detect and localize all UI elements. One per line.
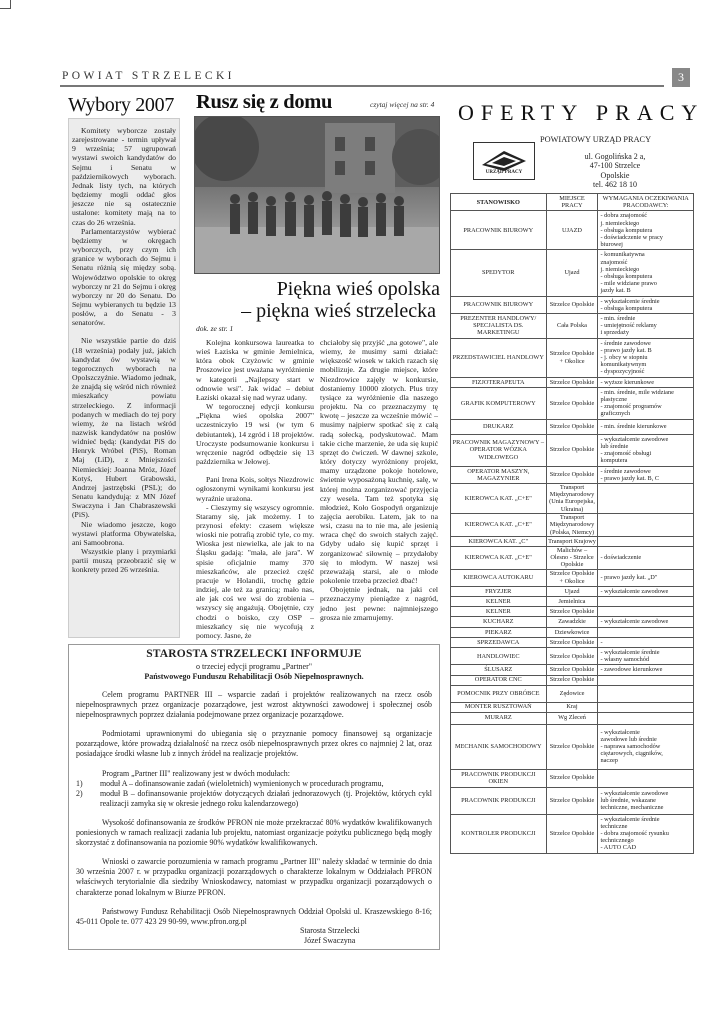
crop-mark-horizontal — [0, 8, 10, 9]
cell-location: Dziewkowice — [546, 627, 598, 637]
cell-position: KELNER — [451, 606, 547, 616]
starosta-title: STAROSTA STRZELECKI INFORMUJE — [146, 648, 362, 660]
wybory-paragraph: Wszystkie plany i przymiarki partii muszą przeobrazić się w konkrety przed 26 września. — [72, 547, 176, 575]
cell-position: KIEROWCA KAT. „C+E" — [451, 513, 547, 536]
cell-position: MONTER RUSZTOWAŃ — [451, 702, 547, 712]
piekna-paragraph: Kolejna konkursowa laureatka to wieś Łaziska w gminie Jemielnica, która obok Czyżowic w gminie Proszowice jest uważana wyróżnienie w kategorii „Najlepszy start w odnowie wsi". Jak widać – debiut Łaziski okazał się nad wyraz udany. — [196, 338, 314, 402]
table-row — [451, 769, 694, 787]
wybory-text — [72, 126, 176, 575]
table-row — [451, 338, 694, 377]
header-rule — [60, 85, 664, 87]
piekna-column-2 — [320, 338, 438, 622]
table-row — [451, 419, 694, 434]
cell-position: PRACOWNIK PRODUKCJI OKIEN — [451, 769, 547, 787]
cell-location: Malichów – Olesno - Strzelce Opolskie — [546, 546, 598, 569]
starosta-paragraph: Celem programu PARTNER III – wsparcie zadań i projektów realizowanych na rzecz osób niepełnosprawnych przez organizacje pozarządowe, jest wzrost aktywności zawodowej i społecznej osób niepełnosprawnych poprzez działania podejmowane przez organizacje pozarządowe. — [76, 690, 432, 720]
table-row — [451, 296, 694, 313]
page-number: 3 — [672, 68, 690, 87]
table-row — [451, 616, 694, 627]
cell-position: OPERATOR MASZYN, MAGAZYNIER — [451, 466, 547, 483]
cell-location: Strzelce Opolskie — [546, 675, 598, 685]
table-row — [451, 314, 694, 339]
logo-caption: URZĄD PRACY — [485, 170, 523, 175]
cell-requirements: - prawo jazdy kat. „D" — [598, 569, 694, 586]
cell-position: PRACOWNIK BIUROWY — [451, 211, 547, 250]
wybory-paragraph: Nie wiadomo jeszcze, kogo wystawi platforma Obywatelska, ani Samoobrona. — [72, 519, 176, 547]
table-row — [451, 211, 694, 250]
cell-requirements: - wykształcenie zawodowe lub średnie - naprawa samochodów ciężarowych, ciągników, naczep — [598, 724, 694, 769]
cell-location: Ujazd — [546, 250, 598, 296]
starosta-paragraph: Wnioski o zawarcie porozumienia w ramach programu „Partner III" należy składać w terminie do dnia 30 września 2007 r. w przypadku organizacji pozarządowych o charakterze lokalnym w Oddziałach PFRON właściwych terytorialnie dla siedziby Wnioskodawcy, natomiast w przypadku organizacji pozarządowych o charakterze ponad lokalnym w Biurze PFRON. — [76, 857, 432, 897]
cell-location: Strzelce Opolskie — [546, 769, 598, 787]
cell-position: PRZEDSTAWICIEL HANDLOWY — [451, 338, 547, 377]
cell-location: Transport Krajowy — [546, 536, 598, 546]
cell-requirements: - min. średnie kierunkowe — [598, 419, 694, 434]
cell-position: MURARZ — [451, 712, 547, 724]
cell-location: Strzelce Opolskie + Okolice — [546, 338, 598, 377]
table-row — [451, 675, 694, 685]
cell-location: Strzelce Opolskie — [546, 419, 598, 434]
table-row — [451, 513, 694, 536]
cell-location: Strzelce Opolskie + Okolice — [546, 569, 598, 586]
table-row — [451, 637, 694, 647]
cell-location: Strzelce Opolskie — [546, 296, 598, 313]
cell-location: Wg Zleceń — [546, 712, 598, 724]
cell-requirements — [598, 685, 694, 702]
office-address: ul. Gogolińska 2 a, 47-100 Strzelce Opolskie tel. 462 18 10 — [584, 152, 646, 189]
piekna-title-line1: Piękna wieś opolska — [276, 278, 440, 300]
table-row — [451, 724, 694, 769]
cell-position: GRAFIK KOMPUTEROWY — [451, 387, 547, 419]
table-row — [451, 377, 694, 387]
piekna-paragraph: Pani Irena Kois, sołtys Niezdrowic ogłoszonymi wynikami konkursu jest wyraźnie urażona. — [196, 475, 314, 503]
cell-position: POMOCNIK PRZY OBRÓBCE — [451, 685, 547, 702]
table-row — [451, 787, 694, 814]
table-row — [451, 569, 694, 586]
wybory-paragraph: Nie wszystkie partie do dziś (18 września) podały już, jakich kandydat ów wystawią w tegorocznych wyborach na Opolszczyźnie. Wiadomo jednak, że znajdą się wśród nich również mieszkańcy powiatu strzeleckiego. Z informacji podanych w mediach do tej pory wiemy, że na listach wśród nazwisk kandydatów na posłów widnieć będą: (kandydat PiS do Henryk Wróbel (PiS), Roman Maj (LiD), z Mniejszości Niemieckiej: Joanna Mróz, Józef Kotyś, Hubert Grabowski, Andrzej jastrzębski (PSL); do Senatu kandydują: z MN Józef Swaczyna i Jan Chabraszewski (PiS). — [72, 336, 176, 520]
table-row — [451, 665, 694, 675]
cell-position: KELNER — [451, 596, 547, 606]
cell-location: Strzelce Opolskie — [546, 434, 598, 466]
cell-requirements: - wykształcenie zawodowe — [598, 616, 694, 627]
cell-position: PREZENTER HANDLOWY/ SPECJALISTA DS. MARKETINGU — [451, 314, 547, 339]
cell-position: KIEROWCA KAT. „C+E" — [451, 546, 547, 569]
piekna-paragraph: Obojętnie jednak, na jaki cel przeznaczymy pieniądze z nagród, jedno jest pewne: najmniejszego grosza nie zmarnujemy. — [320, 585, 438, 622]
cell-location: Strzelce Opolskie — [546, 387, 598, 419]
job-offers-body — [451, 211, 694, 853]
wybory-paragraph: Parlamentarzystów wybierać będziemy w okręgach wyborczych, przy czym ich granice w wyborach do Sejmu i Senatu różnią się między sobą. Województwo opolskie to okręg wyborczy nr 21 do Sejmu i okręg wyborczy nr 20 do Senatu. Do Sejmu wybieranych tu będzie 13 posłów, a do Senatu - 3 senatorów. — [72, 226, 176, 328]
piekna-paragraph: chciałoby się przyjść „na gotowe", ale wiemy, że musimy sami działać: większość wiosek w takich razach się mobilizuje. Za drugie miejsce, które Niezdrowice zajęły w konkursie, dostaniemy 10000 złotych. Plus trzy tysiące za wyróżnienie dla naszego projektu. Na co przeznaczymy tę kwotę – jeszcze za wcześnie mówić – musimy najpierw spotkać się z całą radą sołecką, podyskutować. Mam takie ciche marzenie, że uda się kupić sprzęt do ćwiczeń. W dawnej szkole, który dotyczy wyróżniony projekt, mamy urządzone pokoje hotelowe, świetnie wyposażoną kuchnię, salę, w której można zorganizować przyjęcia czy wesela. Tam też spotyka się młodzież, Koło Gospodyń organizuje zajęcia aerobiku. Latem, jak to na wsi, czasu na to nie ma, ale jesienią wraca chęć do swoich stałych zajęć. Gdyby udało się kupić sprzęt i zorganizować siłownię – przydałoby się to młodym. W naszej wsi przeważają starsi, ale o młode pokolenie trzeba przecież dbać! — [320, 338, 438, 586]
table-row — [451, 685, 694, 702]
table-row — [451, 606, 694, 616]
starosta-paragraph: Wysokość dofinansowania ze środków PFRON nie może przekraczać 80% wydatków kwalifikowanych poniesionych w ramach realizacji zadania lub projektu, natomiast organizacje pożytku publicznego będą mogły skorzystać z dofinansowania na poziomie 90% wydatków kwalifikowanych. — [76, 817, 432, 848]
cell-location: Strzelce Opolskie — [546, 665, 598, 675]
cell-position: PRACOWNIK MAGAZYNOWY – OPERATOR WÓZKA WIDŁOWEGO — [451, 434, 547, 466]
cell-requirements: - wyższe kierunkowe — [598, 377, 694, 387]
column-header-requirements: WYMAGANIA OCZEKIWANIA PRACODAWCY: — [598, 194, 694, 211]
cell-location: Jemielnica — [546, 596, 598, 606]
cell-location: Strzelce Opolskie — [546, 647, 598, 664]
cell-position: DRUKARZ — [451, 419, 547, 434]
starosta-signature: Starosta Strzelecki Józef Swaczyna — [300, 926, 360, 945]
piekna-paragraph: W tegorocznej edycji konkursu „Piękna wieś opolska 2007" uczestniczyło 19 wsi (w tym 6 debiutantek), 14 zgród i 18 projektów. Uroczyste podsumowanie konkursu i wręczenie nagród odbędzie się 13 października w Jełowej. — [196, 402, 314, 467]
module-item: 2) moduł B – dofinansowanie projektów dotyczących działań jednorazowych (tj. Projektów, których cykl realizacji zamyka się w okresie jednego roku kalendarzowego) — [76, 788, 432, 808]
cell-location: Strzelce Opolskie — [546, 606, 598, 616]
rusz-title: Rusz się z domu — [196, 91, 333, 113]
wybory-paragraph: Komitety wyborcze zostały zarejestrowane - termin upływał 9 września; 57 ugrupowań wystawi swoich kandydatów do Sejmu i Senatu w październikowych wyborach. Jednak listy tych, na których będziemy mogli oddać głos jeszcze nie są ostatecznie ustalone: komitety mają na to czas do 26 września. — [72, 126, 176, 227]
cell-requirements: - komunikatywna znajomość j. niemieckiego - obsługa komputera - mile widziane prawo jazdy kat. B — [598, 250, 694, 296]
cell-location: Transport Międzynarodowy (Unia Europejska, Ukraina) — [546, 483, 598, 513]
cell-location: Transport Międzynarodowy (Polska, Niemcy) — [546, 513, 598, 536]
table-row — [451, 627, 694, 637]
cell-requirements — [598, 483, 694, 513]
cell-requirements: - średnie zawodowe - prawo jazdy kat. B, C — [598, 466, 694, 483]
cell-position: KIEROWCA AUTOKARU — [451, 569, 547, 586]
table-row — [451, 536, 694, 546]
cell-location: Strzelce Opolskie — [546, 466, 598, 483]
cell-requirements — [598, 769, 694, 787]
starosta-subtitle: o trzeciej edycji programu „Partner" — [195, 662, 313, 671]
table-row — [451, 546, 694, 569]
cell-position: KIEROWCA KAT. „C+E" — [451, 483, 547, 513]
section-title: POWIAT STRZELECKI — [62, 70, 235, 82]
cell-requirements: - doświadczenie — [598, 546, 694, 569]
table-row — [451, 596, 694, 606]
cell-location: UJAZD — [546, 211, 598, 250]
piekna-title-line2: – piękna wieś strzelecka — [241, 300, 436, 322]
starosta-paragraph: Podmiotami uprawnionymi do ubiegania się o przyznanie pomocy finansowej są organizacje pozarządowe, które prowadzą działalność na rzecz osób niepełnosprawnych przez okres co najmniej 2 lat, oraz posiadające środki własne lub z innych źródeł na realizacje projektów. — [76, 729, 432, 759]
cell-requirements — [598, 513, 694, 536]
cell-position: OPERATOR CNC — [451, 675, 547, 685]
table-header-row — [451, 194, 694, 211]
table-row — [451, 647, 694, 664]
table-row — [451, 250, 694, 296]
cell-location: Cała Polska — [546, 314, 598, 339]
table-row — [451, 434, 694, 466]
cell-position: FIZJOTERAPEUTA — [451, 377, 547, 387]
cell-location: Strzelce Opolskie — [546, 637, 598, 647]
cell-requirements: - wykształcenie zawodowe lub średnie, wskazane techniczne, mechaniczne — [598, 787, 694, 814]
cell-position: KUCHARZ — [451, 616, 547, 627]
job-offers-table — [450, 193, 694, 854]
cell-position: KONTROLER PRODUKCJI — [451, 814, 547, 853]
table-row — [451, 483, 694, 513]
starosta-subtitle-fund: Państwowego Funduszu Rehabilitacji Osób Niepełnosprawnych. — [144, 672, 364, 681]
cell-location: Zawadzkie — [546, 616, 598, 627]
cell-requirements: - wykształcenie średnie - własny samochód — [598, 647, 694, 664]
cell-requirements: - wykształcenie zawodowe — [598, 586, 694, 596]
cell-position: PRACOWNIK PRODUKCJI — [451, 787, 547, 814]
table-row — [451, 702, 694, 712]
cell-position: FRYZJER — [451, 586, 547, 596]
cell-requirements — [598, 536, 694, 546]
cell-position: SPEDYTOR — [451, 250, 547, 296]
cell-requirements — [598, 606, 694, 616]
piekna-column-1 — [196, 338, 314, 640]
wybory-title: Wybory 2007 — [68, 94, 175, 116]
cell-location: Strzelce Opolskie — [546, 787, 598, 814]
cell-location: Strzelce Opolskie — [546, 814, 598, 853]
module-item: 1) moduł A – dofinansowanie zadań (wieloletnich) wymienionych w procedurach programu, — [76, 778, 384, 788]
cell-position: ŚLUSARZ — [451, 665, 547, 675]
cell-requirements: - dobra znajomość j. niemieckiego - obsługa komputera - doświadczenie w pracy biurowej — [598, 211, 694, 250]
cell-position: PRACOWNIK BIUROWY — [451, 296, 547, 313]
table-row — [451, 586, 694, 596]
rusz-ref: czytaj więcej na str. 4 — [370, 100, 435, 109]
table-row — [451, 814, 694, 853]
group-photo — [194, 116, 440, 274]
cell-requirements — [598, 712, 694, 724]
group-photo-illustration — [195, 117, 440, 274]
starosta-body — [76, 690, 432, 927]
cell-location: Strzelce Opolskie — [546, 724, 598, 769]
starosta-contact: Państwowy Fundusz Rehabilitacji Osób Niepełnosprawnych Oddział Opolski ul. Kraszewskiego 8-16; 45-011 Opole te. 077 423 29 90-99, www.pfron.org.pl — [76, 906, 432, 926]
logo-emblem-icon — [474, 143, 534, 173]
office-name: POWIATOWY URZĄD PRACY — [540, 135, 652, 144]
column-header-location: MIEJSCE PRACY — [546, 194, 598, 211]
cell-location: Zędowice — [546, 685, 598, 702]
piekna-ref: dok. ze str. 1 — [196, 324, 234, 333]
cell-requirements: - — [598, 637, 694, 647]
cell-location: Ujazd — [546, 586, 598, 596]
column-header-position: STANOWISKO — [451, 194, 547, 211]
starosta-paragraph: Program „Partner III" realizowany jest w dwóch modułach: — [102, 768, 290, 778]
cell-requirements: - wykształcenie zawodowe lub średnie - znajomość obsługi komputera — [598, 434, 694, 466]
cell-position: SPRZEDAWCA — [451, 637, 547, 647]
piekna-paragraph: - Cieszymy się wszyscy ogromnie. Staramy się, jak możemy. I to przynosi efekty: czasem większe wioski nie potrafią zrobić tyle, co my. Wioska jest niewielka, ale jak to na Śląsku gadają: "mała, ale jara". W spisie oficjalnie mamy 370 mieszkańców, ale przecież część pracuje w Holandii, trochę gdzie indziej, ale też za granicą; mało nas, ale jak coś we wsi do zrobienia – wszyscy się angażują. Obojętnie, czy chodzi o boisko, czy OSP – mieszkańcy się nie wycofują z pomocy. Jasne, że — [196, 502, 314, 640]
cell-requirements — [598, 627, 694, 637]
cell-requirements: - zawodowe kierunkowe — [598, 665, 694, 675]
cell-location: Kraj — [546, 702, 598, 712]
cell-position: PIEKARZ — [451, 627, 547, 637]
cell-location: Strzelce Opolskie — [546, 377, 598, 387]
cell-requirements — [598, 702, 694, 712]
cell-position: HANDLOWIEC — [451, 647, 547, 664]
cell-position: MECHANIK SAMOCHODOWY — [451, 724, 547, 769]
table-row — [451, 712, 694, 724]
cell-requirements — [598, 596, 694, 606]
cell-requirements: - min. średnie - umiejętność reklamy i sprzedaży — [598, 314, 694, 339]
cell-requirements: - wykształcenie średnie - obsługa komputera — [598, 296, 694, 313]
oferty-title: OFERTY PRACY — [458, 100, 705, 125]
cell-requirements: - min. średnie, mile widziane plastyczne - znajomość programów graficznych — [598, 387, 694, 419]
table-row — [451, 466, 694, 483]
cell-requirements — [598, 675, 694, 685]
cell-requirements: - wykształcenie średnie techniczne - dobra znajomość rysunku technicznego - AUTO CAD — [598, 814, 694, 853]
cell-position: KIEROWCA KAT. „C" — [451, 536, 547, 546]
cell-requirements: - średnie zawodowe - prawo jazdy kat. B - j. obcy w stopniu komunikatywnym - dyspozycyjność — [598, 338, 694, 377]
table-row — [451, 387, 694, 419]
crop-mark-vertical — [10, 0, 11, 9]
